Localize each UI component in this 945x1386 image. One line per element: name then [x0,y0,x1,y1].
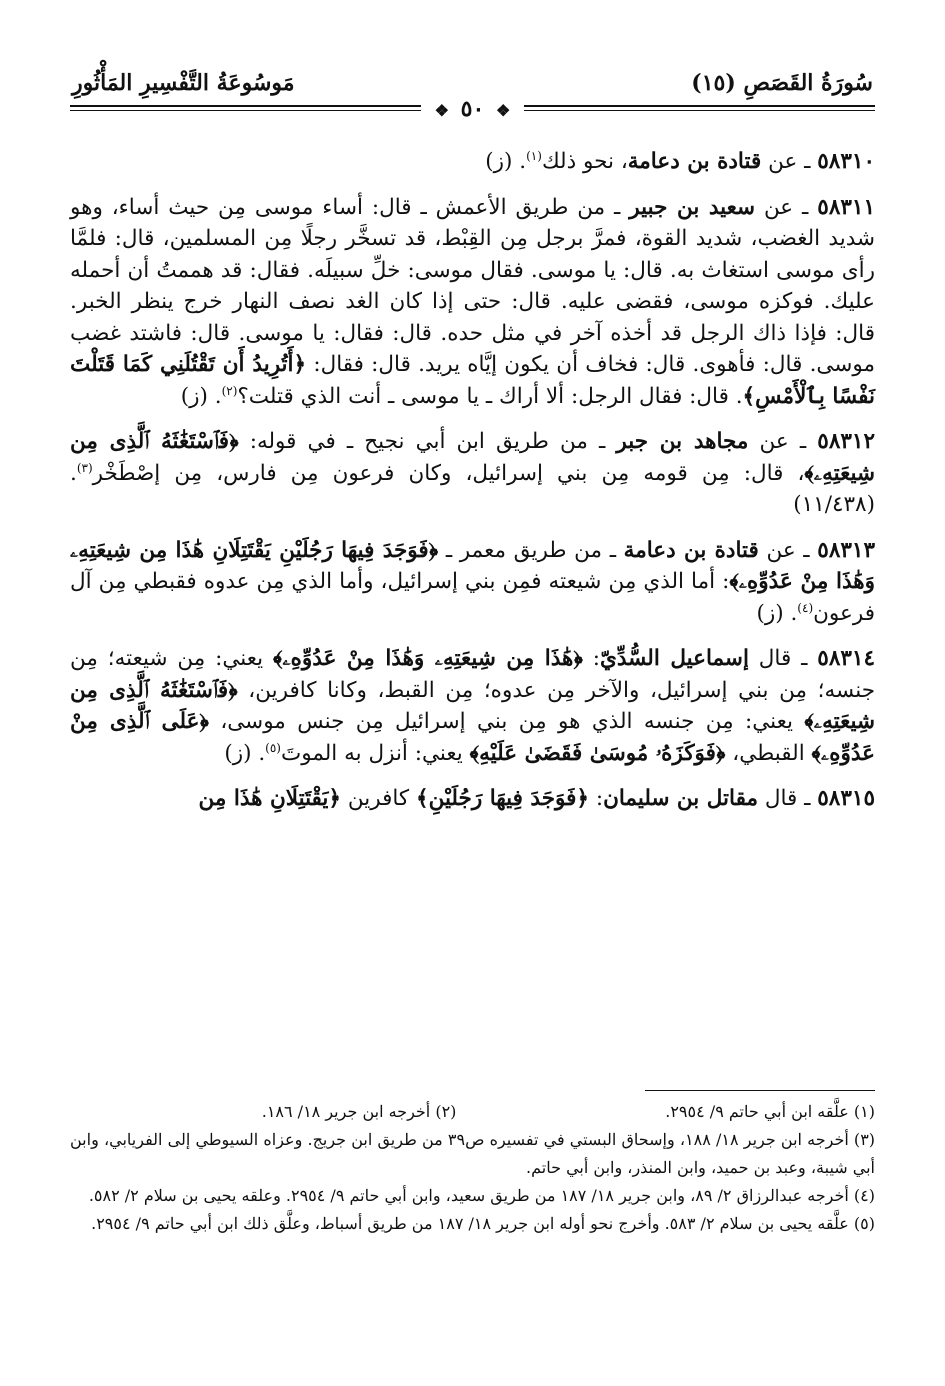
main-text [70,146,875,829]
footnote-ref: (٤) [797,600,814,615]
narrator-name: إسماعيل السُّدِّيّ [600,646,749,671]
entry-text: . (ز) [180,383,222,409]
ornament-icon: ❖ [434,101,449,120]
footnote-separator [645,1090,875,1091]
quran-quote: ﴿فَوَكَزَهُۥ مُوسَىٰ فَقَضَىٰ عَلَيْهِ﴾ [469,740,726,766]
entry-text: يعني: أنزل به الموتَ [280,740,470,766]
narration-entry [70,146,875,178]
narration-entry [70,783,875,815]
narrator-name: مجاهد بن جبر [616,429,749,454]
quran-quote: ﴿فَٱسْتَغَٰثَهُ ٱلَّذِى مِن شِيعَتِهِۦ﴾ [70,429,875,486]
narrator-name: مقاتل بن سليمان [603,786,758,811]
quran-quote: ﴿أَتُرِيدُ أَن تَقْتُلَنِي كَمَا قَتَلْتَ نَفْسًا بِٱلْأَمْسِ﴾ [70,352,875,409]
surah-header: سُورَةُ القَصَصِ (١٥) [691,70,873,96]
page-number: ٥٠ [460,96,485,122]
encyclopedia-header: مَوسُوعَةُ التَّفْسِيرِ المَأْثُورِ [72,70,295,96]
footnote-4: (٤) أخرجه عبدالرزاق ٢/ ٨٩، وابن جرير ١٨/ ١٨٧ من طريق سعيد، وابن أبي حاتم ٩/ ٢٩٥٤. وعلقه يحيى بن سلام ٢/ ٥٨٢. [88,1186,875,1205]
narrator-name: قتادة بن دعامة [627,149,762,174]
narration-entry [70,426,875,521]
entry-text: ـ من طريق معمر ـ [438,537,624,563]
narrator-name: سعيد بن جبير [629,194,756,220]
entry-text: ـ عن [761,149,818,174]
entry-text: يعني: مِن شيعته؛ مِن جنسه؛ مِن بني إسرائيل، والآخر مِن عدوه؛ مِن القبط، وكانا كافرين، [70,646,875,703]
entry-text: ، قال: مِن قومه مِن بني إسرائيل، وكان فرعون مِن فارس، مِن إصْطَخْر [92,460,805,486]
quran-quote: ﴿هَٰذَا مِن شِيعَتِهِۦ وَهَٰذَا مِنْ عَدُوِّهِۦ﴾ [272,646,583,671]
entry-text: : أما الذي مِن شيعته فمِن بني إسرائيل، وأما الذي مِن عدوه فقبطي مِن آل فرعون [70,569,875,626]
footnote-5: (٥) علَّقه يحيى بن سلام ٢/ ٥٨٣. وأخرج نحو أوله ابن جرير ١٨/ ١٨٧ من طريق أسباط، وعلَّق ذلك ابن أبي حاتم ٩/ ٢٩٥٤. [91,1214,875,1233]
quran-quote: ﴿يَقْتَتِلَانِ هَٰذَا مِن [198,786,342,811]
footnote-ref: (٣) [76,460,93,475]
footnote-ref: (٢) [221,383,238,398]
entry-number: ٥٨٣١٣ [817,537,876,563]
entry-text: . (١١/٤٣٨) [70,460,875,517]
ornament-icon: ❖ [495,101,511,120]
footnote-ref: (١) [526,148,542,163]
narration-entry [70,643,875,769]
header-rule-thin [70,110,875,111]
entry-text: ـ قال [757,786,818,811]
entry-text: : [582,646,601,671]
entry-text: . (ز) [224,740,266,766]
entry-text: ـ من طريق الأعمش ـ قال: أساء موسى مِن حيث أساء، وهو شديد الغضب، شديد القوة، فمرَّ برجل مِن القِبْط، قد تسخَّر رجلًا مِن المسلمين، قال: فلمَّا رأى موسى استغاث به. قال: يا موسى. فقال موسى: خلِّ سبيلَه. فقال: قد هممتُ أن أحمله عليك. فوكزه موسى، فقضى عليه. قال: حتى إذا كان الغد نصف النهار خرج ينظر الخبر. قال: فإذا ذاك الرجل قد أخذه آخر في مثل حده. قال: فقال: يا موسى. قال: فاشتد غضب موسى. قال: فأهوى. قال: فخاف أن يكون إيَّاه يريد. قال: فقال: [70,194,875,377]
entry-text: : [588,786,604,811]
entry-text: ـ من طريق ابن أبي نجيح ـ في قوله: [238,429,617,454]
footnote-1: (١) علَّقه ابن أبي حاتم ٩/ ٢٩٥٤. [665,1102,875,1121]
header-rule [70,105,875,107]
entry-number: ٥٨٣١٤ [817,646,876,671]
quran-quote: ﴿فَوَجَدَ فِيهَا رَجُلَيْنِ﴾ [415,786,589,811]
narration-entry [70,535,875,630]
entry-text: يعني: مِن جنسه الذي هو مِن بني إسرائيل مِن جنس موسى، [208,709,805,734]
entry-text: . قال: فقال الرجل: ألا أراك ـ يا موسى ـ أنت الذي قتلت؟ [237,383,743,409]
entry-text: . (ز) [756,600,798,626]
entry-number: ٥٨٣١١ [817,194,876,220]
footnote-ref: (٥) [265,740,281,755]
entry-text: ـ عن [758,537,818,563]
entry-text: ـ عن [748,429,818,454]
footnotes [70,1098,875,1238]
entry-text: ـ قال [748,646,818,671]
footnote-3: (٣) أخرجه ابن جرير ١٨/ ١٨٨، وإسحاق البستي في تفسيره ص٣٩ من طريق ابن جريج. وعزاه السيوطي إلى الفريابي، وابن أبي شيبة، وعبد بن حميد، وابن المنذر، وابن أبي حاتم. [70,1130,876,1177]
footnote-2: (٢) أخرجه ابن جرير ١٨/ ١٨٦. [261,1102,457,1121]
entry-number: ٥٨٣١٢ [817,429,876,454]
narration-entry [70,192,875,413]
narrator-name: قتادة بن دعامة [623,537,759,563]
page-number-box [421,96,525,122]
entry-number: ٥٨٣١٥ [817,786,875,811]
entry-text: . (ز) [485,149,527,174]
quran-quote: ﴿فَٱسْتَغَٰثَهُ ٱلَّذِى مِن شِيعَتِهِۦ﴾ [70,677,875,734]
entry-text: ، نحو ذلك [541,149,628,174]
entry-text: القبطي، [725,740,812,766]
entry-text: ـ عن [755,194,818,220]
entry-text: كافرين [341,786,416,811]
quran-quote: ﴿فَوَجَدَ فِيهَا رَجُلَيْنِ يَقْتَتِلَانِ هَٰذَا مِن شِيعَتِهِۦ وَهَٰذَا مِنْ عَدُوِّهِۦ﴾ [70,537,875,594]
entry-number: ٥٨٣١٠ [817,149,875,174]
quran-quote: ﴿عَلَى ٱلَّذِى مِنْ عَدُوِّهِۦ﴾ [70,709,875,766]
